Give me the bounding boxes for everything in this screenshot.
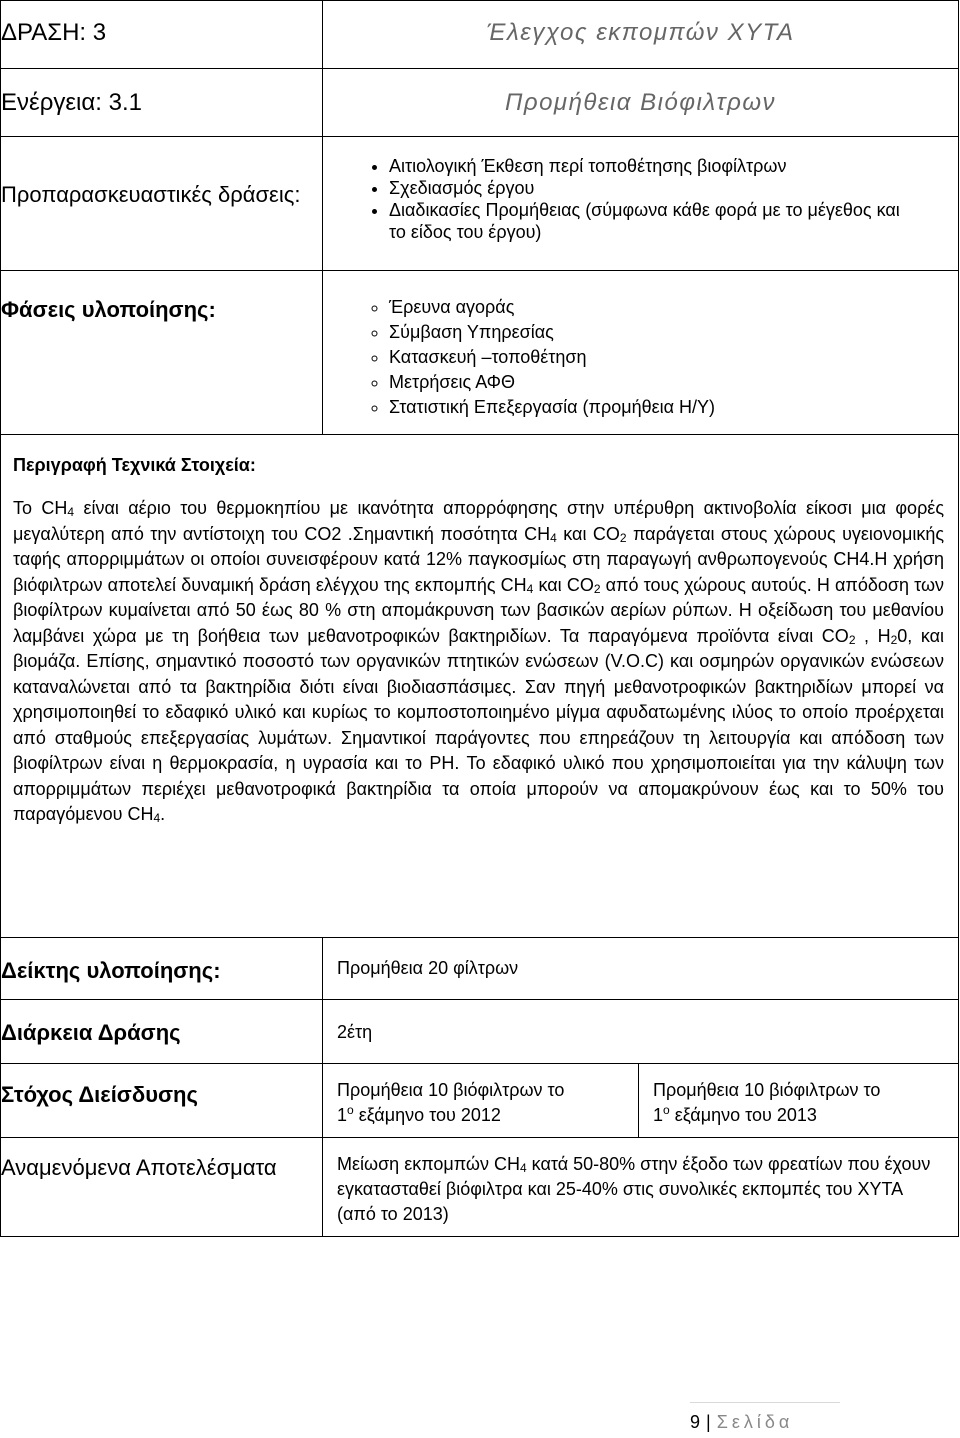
duration-value: 2έτη — [337, 1022, 373, 1042]
results-text: κατά 50-80% στην έξοδο των φρεατίων που έχουν εγκατασταθεί βιόφιλτρα και 25-40% στις συνολικές εκπομπές του ΧΥΤΑ (από το 2013) — [337, 1154, 931, 1224]
results-text: Μείωση εκπομπών CH — [337, 1154, 520, 1174]
activity-title: Προμήθεια Βιόφιλτρων — [504, 89, 777, 116]
page-word: Σελίδα — [716, 1412, 794, 1432]
list-item: ◦ Μετρήσεις ΑΦΘ — [389, 370, 958, 395]
superscript: ο — [347, 1103, 354, 1117]
target-col1-line1: Προμήθεια 10 βιόφιλτρων το — [337, 1080, 565, 1100]
phases-cell — [323, 271, 959, 435]
indicator-cell — [323, 938, 959, 1000]
preparatory-label: Προπαρασκευαστικές δράσεις: — [1, 182, 301, 207]
row-target — [1, 1064, 959, 1138]
subscript: 4 — [526, 581, 534, 596]
target-col2-ordinal: 1 — [653, 1105, 664, 1125]
target-col2-line1: Προμήθεια 10 βιόφιλτρων το — [653, 1080, 881, 1100]
action-title: Έλεγχος εκπομπών ΧΥΤΑ — [486, 19, 795, 46]
description-text: είναι αέριο του θερμοκηπίου με ικανότητα απορρόφησης στην υπέρυθρη ακτινοβολία είκοσι μια φορές μεγαλύτερη από την αντίστοιχη του CO2 .Σημαντική ποσότητα CH — [13, 498, 945, 544]
list-item: • Διαδικασίες Προμήθειας (σύμφωνα κάθε φορά με το μέγεθος και το είδος του έργου) — [389, 199, 918, 243]
page-footer — [690, 1412, 793, 1433]
target-col1-ordinal: 1 — [337, 1105, 348, 1125]
phases-list — [323, 295, 958, 420]
list-item: • Αιτιολογική Έκθεση περί τοποθέτησης βιοφίλτρων — [389, 155, 918, 177]
preparatory-cell — [323, 137, 959, 271]
subscript: 2 — [619, 530, 627, 545]
description-text: 0, και βιομάζα. Επίσης, σημαντικό ποσοστό των οργανικών πτητικών ενώσεων (V.O.C) και οσμηρών οργανικών ενώσεων καταναλώνεται από τα βακτηρίδια διότι είναι βιοδιασπάσιμες. Σαν πηγή μεθανοτροφικών βακτηριδίων μπορεί να χρησιμοποιηθεί το εδαφικό υλικό και κυρίως το κομποστοποιημένο μίγμα αφυδατωμένης ιλύος το οποίο προέρχεται από σταθμούς επεξεργασίας λυμάτων. Σημαντικοί παράγοντες που επηρεάζουν τη λειτουργία και απόδοση των βιοφίλτρων είναι η θερμοκρασία, η υγρασία και το PH. Το εδαφικό υλικό που χρησιμοποιείται για την κάλυψη των απορριμμάτων περιέχει μεθανοτροφικά βακτηρίδια τα οποία μπορούν να απομακρύνουν έως και το 50% του παραγόμενου CH — [13, 625, 945, 824]
row-indicator — [1, 938, 959, 1000]
target-col2-cell — [639, 1064, 959, 1138]
description-text: και CO — [533, 574, 594, 595]
footer-separator: | — [706, 1412, 711, 1432]
description-title-b: Τεχνικά Στοιχεία: — [111, 455, 256, 475]
row-action — [1, 1, 959, 69]
row-preparatory — [1, 137, 959, 271]
subscript: 4 — [153, 811, 161, 825]
description-title — [13, 455, 944, 476]
page-number: 9 — [690, 1412, 701, 1432]
subscript: 2 — [848, 632, 856, 647]
subscript: 2 — [593, 581, 601, 596]
target-col1-cell — [323, 1064, 639, 1138]
description-text: και CO — [556, 523, 620, 544]
activity-label-cell — [1, 69, 323, 137]
indicator-value: Προμήθεια 20 φίλτρων — [337, 958, 519, 978]
subscript: 4 — [67, 505, 75, 519]
description-text: από τους χώρους αυτούς. Η απόδοση των βιοφίλτρων κυμαίνεται από 50 έως 80 % στη απομάκρυνση των βασικών αερίων ρύπων. Η οξείδωση του μεθανίου λαμβάνει χώρα με τη βοήθεια των μεθανοτροφικών βακτηριδίων. Τα παραγόμενα προϊόντα είναι CO — [13, 574, 945, 646]
description-text: παράγεται στους χώρους υγειονομικής ταφής απορριμμάτων οι οποίοι συνεισφέρουν κατά 12% παγκοσμίως στη παραγωγή ανθρωπογενούς CH4.Η χρήση βιόφιλτρων αποτελεί δυναμική δράση ελέγχου της εκπομπής CH — [13, 523, 945, 595]
row-duration — [1, 1000, 959, 1064]
list-item: ◦ Κατασκευή –τοποθέτηση — [389, 345, 958, 370]
row-results — [1, 1138, 959, 1237]
description-title-a: Περιγραφή — [13, 455, 107, 475]
list-item: ◦ Σύμβαση Υπηρεσίας — [389, 320, 958, 345]
indicator-label-cell — [1, 938, 323, 1000]
target-label-cell — [1, 1064, 323, 1138]
subscript: 2 — [890, 632, 898, 647]
duration-label-cell — [1, 1000, 323, 1064]
description-cell — [1, 435, 959, 938]
list-item: ◦ Έρευνα αγοράς — [389, 295, 958, 320]
row-phases — [1, 271, 959, 435]
indicator-label: Δείκτης υλοποίησης: — [1, 958, 221, 983]
row-activity — [1, 69, 959, 137]
target-col1-line2 — [337, 1103, 638, 1128]
description-text: , H — [855, 625, 891, 646]
superscript: ο — [663, 1103, 670, 1117]
action-label-cell — [1, 1, 323, 69]
duration-label: Διάρκεια Δράσης — [1, 1020, 181, 1045]
duration-cell — [323, 1000, 959, 1064]
preparatory-list — [323, 155, 918, 243]
footer-divider — [690, 1402, 840, 1403]
preparatory-label-cell — [1, 137, 323, 271]
subscript: 4 — [550, 530, 557, 545]
target-col2-text: εξάμηνο του 2013 — [669, 1105, 817, 1125]
activity-title-cell — [323, 69, 959, 137]
description-text: Το CH — [13, 498, 68, 518]
phases-label-cell — [1, 271, 323, 435]
target-col2-line2 — [653, 1103, 958, 1128]
target-col1-text: εξάμηνο του 2012 — [353, 1105, 501, 1125]
results-label: Αναμενόμενα Αποτελέσματα — [1, 1155, 277, 1180]
results-label-cell — [1, 1138, 323, 1237]
phases-label: Φάσεις υλοποίησης: — [1, 297, 216, 322]
activity-label: Ενέργεια: 3.1 — [1, 89, 142, 116]
subscript: 4 — [519, 1161, 527, 1175]
action-title-cell — [323, 1, 959, 69]
row-description — [1, 435, 959, 938]
description-body — [13, 496, 944, 828]
action-label: ΔΡΑΣΗ: 3 — [1, 19, 107, 46]
results-cell — [323, 1138, 959, 1237]
list-item: • Σχεδιασμός έργου — [389, 177, 918, 199]
description-text: . — [160, 804, 166, 824]
target-label: Στόχος Διείσδυσης — [1, 1082, 198, 1107]
list-item: ◦ Στατιστική Επεξεργασία (προμήθεια Η/Υ) — [389, 395, 958, 420]
